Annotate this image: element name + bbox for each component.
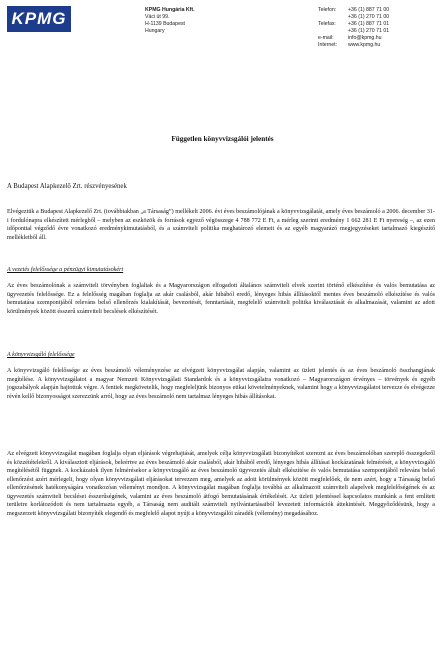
- intro-paragraph: Elvégeztük a Budapest Alapkezelő Zrt. (továbbiakban „a Társaság”) mellékelt 2006. évi éves beszámolójának a könyvvizsgálatát, amely éves beszámoló a 2006. december 31-i fordulónapra elkészített mérlegből – melyben az eszközök és források egyező végösszege 4 788 772 E Ft, a mérleg szerinti eredmény 1 662 281 E Ft nyereség –, az ezen időponttal végződő évre vonatkozó eredménykimutatásból, és a számviteli politika meghatározó elemeit és az egyéb magyarázó megjegyzéseket tartalmazó kiegészítő mellékletből áll.: [7, 209, 435, 241]
- section-heading-management: A vezetés felelőssége a pénzügyi kimutatásokért: [7, 267, 124, 273]
- contact-email[interactable]: info@kpmg.hu: [348, 35, 382, 41]
- contact-value: +36 (1) 270 71 00: [348, 14, 390, 20]
- sender-line: Hungary: [145, 28, 165, 34]
- sender-line: KPMG Hungária Kft.: [145, 7, 195, 13]
- contact-row: [318, 21, 389, 28]
- contact-value: +36 (1) 270 71 01: [348, 28, 390, 34]
- contact-label: Internet:: [318, 42, 338, 48]
- contact-value: +36 (1) 887 71 01: [348, 21, 390, 27]
- document-title: Független könyvvizsgálói jelentés: [171, 135, 274, 143]
- contact-row: [318, 42, 389, 49]
- contact-row: [318, 14, 389, 21]
- contact-row: [318, 7, 389, 14]
- contact-details: [318, 7, 389, 49]
- contact-label: Telefax:: [318, 21, 336, 27]
- contact-label: [318, 28, 348, 35]
- contact-website[interactable]: www.kpmg.hu: [348, 42, 381, 48]
- contact-row: [318, 35, 389, 42]
- sender-line: H-1139 Budapest: [145, 21, 185, 27]
- contact-row: [318, 28, 389, 35]
- contact-label: e-mail:: [318, 35, 334, 41]
- sender-address: [145, 7, 195, 35]
- auditor-paragraph-1: A könyvvizsgáló felelőssége az éves beszámoló véleményezése az elvégzett könyvvizsgálat alapján, valamint az üzleti jelentés és az éves beszámoló összhangjának megítélése. A könyvvizsgálatot a magyar Nemzeti Könyvvizsgálati Standardok és a könyvvizsgálatra vonatkozó – Magyarországon érvényes – törvények és egyéb jogszabályok alapján hajtottuk végre. A fentiek megkövetelik, hogy megfeleljünk bizonyos etikai követelményeknek, valamint hogy a könyvvizsgálatot tervezze és elvégezze révén kellő bizonyosságot szerezzünk arról, hogy az éves beszámoló nem tartalmaz lényeges hibás állításokat.: [7, 368, 435, 400]
- contact-label: [318, 14, 348, 21]
- management-paragraph: Az éves beszámolónak a számviteli törvényben foglaltak és a Magyarországon elfogadott általános számviteli elvek szerint történő elkészítése és valós bemutatása az ügyvezetés felelőssége. Ez a felelősség magában foglalja az akár csalásból, akár hibából eredő, lényeges hibás állításoktól mentes éves beszámoló elkészítése és valós bemutatása szempontjából releváns belső ellenőrzés kialakítását, bevezetését, fenntartását, megfelelő számviteli politika kiválasztását és alkalmazását, valamint az adott körülmények között ésszerű számviteli becslések elkészítését.: [7, 283, 435, 315]
- section-heading-auditor: A könyvvizsgáló felelőssége: [7, 352, 75, 358]
- sender-line: Váci út 99.: [145, 14, 170, 20]
- auditor-paragraph-2: Az elvégzett könyvvizsgálat magában foglalja olyan eljárások végrehajtását, amelyek célja könyvvizsgálati bizonyítékot szerezni az éves beszámolóban szereplő összegekről és közzétételekről. A kiválasztott eljárások, beleértve az éves beszámoló akár csalásból, akár hibából eredő, lényeges hibás állításai kockázatának felmérését, a könyvvizsgáló megítélésétől függnek. A kockázatok ilyen felmérésekor a könyvvizsgáló az éves beszámoló ügyvezetés általi elkészítése és valós bemutatása szempontjából releváns belső ellenőrzést azért mérlegeli, hogy olyan könyvvizsgálati eljárásokat tervezzen meg, amelyek az adott körülmények között megfelelőek, de nem azért, hogy a Társaság belső ellenőrzésének hatékonyságára vonatkozóan véleményt mondjon. A könyvvizsgálat magában foglalja továbbá az alkalmazott számviteli alapelvek megfelelőségének és az ügyvezetés számviteli becslései ésszerűségének, valamint az éves beszámoló átfogó bemutatásának értékelését. Az üzleti jelentéssel kapcsolatos munkánk a fent említett területre korlátozódott és nem tartalmazta egyéb, a Társaság nem auditált számviteli nyilvántartásaiból levezetett információk áttekintését. Meggyőződésünk, hogy a megszerzett könyvvizsgálati bizonyíték elegendő és megfelelő alapot nyújt a könyvvizsgálói záradék (vélemény) megadásához.: [7, 451, 435, 517]
- kpmg-logo: KPMG: [7, 6, 71, 32]
- addressee: A Budapest Alapkezelő Zrt. részvényesének: [7, 183, 127, 190]
- contact-value: +36 (1) 887 71 00: [348, 7, 390, 13]
- contact-label: Telefon:: [318, 7, 337, 13]
